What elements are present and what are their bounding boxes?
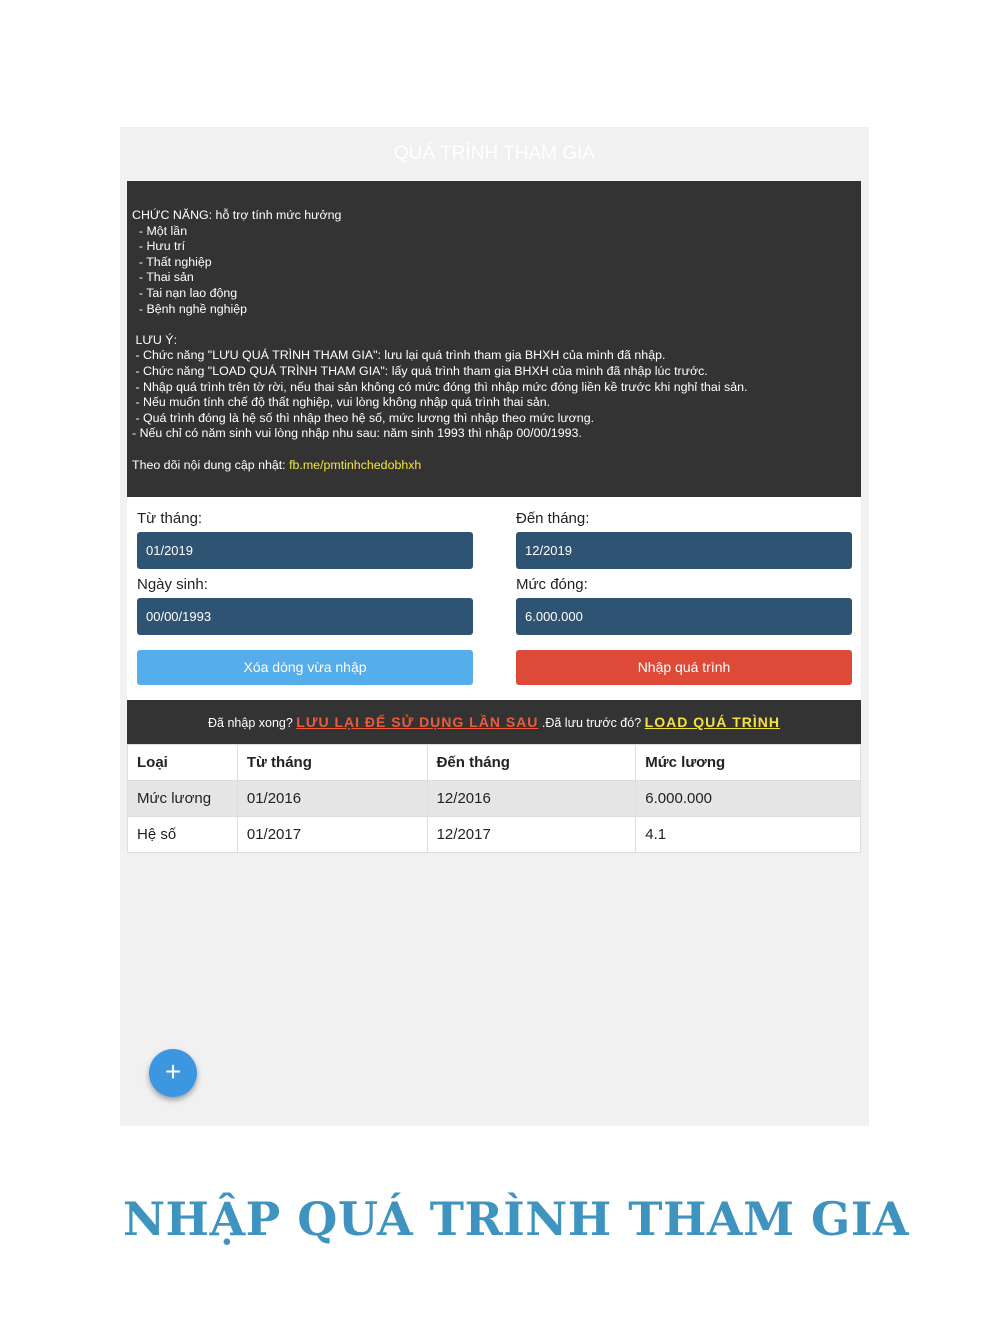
promo-caption: NHẬP QUÁ TRÌNH THAM GIA xyxy=(122,1192,910,1246)
dob-label: Ngày sinh: xyxy=(137,576,208,593)
plus-icon: + xyxy=(164,1056,182,1087)
header-to-month: Đến tháng xyxy=(427,745,636,781)
cell-to-month: 12/2016 xyxy=(427,781,636,817)
save-middle: .Đã lưu trước đó? xyxy=(538,716,645,730)
to-month-label: Đến tháng: xyxy=(516,510,590,527)
header-type: Loại xyxy=(128,745,238,781)
header-salary: Mức lương xyxy=(636,745,861,781)
info-line: - Nếu chỉ có năm sinh vui lòng nhập nhu sau: năm sinh 1993 thì nhập 00/00/1993. xyxy=(132,426,582,441)
cell-to-month: 12/2017 xyxy=(427,817,636,853)
info-line: - Thai sản xyxy=(132,270,194,285)
input-form xyxy=(127,497,861,700)
cell-salary: 4.1 xyxy=(636,817,861,853)
info-line: - Chức năng "LƯU QUÁ TRÌNH THAM GIA": lưu lại quá trình tham gia BHXH của mình đã nhập. xyxy=(132,348,666,363)
info-line: - Chức năng "LOAD QUÁ TRÌNH THAM GIA": lấy quá trình tham gia BHXH của mình đã nhập lúc trước. xyxy=(132,363,708,378)
history-table xyxy=(127,744,861,853)
add-fab-button[interactable] xyxy=(149,1049,197,1097)
from-month-input[interactable]: 01/2019 xyxy=(137,532,473,569)
clear-last-row-button[interactable]: Xóa dòng vừa nhập xyxy=(137,650,473,685)
cell-type: Mức lương xyxy=(128,781,238,817)
submit-record-button[interactable]: Nhập quá trình xyxy=(516,650,852,685)
from-month-label: Từ tháng: xyxy=(137,510,203,527)
header-from-month: Từ tháng xyxy=(237,745,427,781)
info-lines xyxy=(132,208,856,458)
cell-from-month: 01/2016 xyxy=(237,781,427,817)
load-history-link[interactable]: LOAD QUÁ TRÌNH xyxy=(644,714,780,730)
cell-type: Hệ số xyxy=(128,817,238,853)
follow-text: Theo dõi nội dung cập nhật: xyxy=(132,457,290,472)
info-line: - Một lần xyxy=(132,223,188,238)
info-line: - Thất nghiệp xyxy=(132,254,212,269)
table-row[interactable] xyxy=(128,817,861,853)
amount-label: Mức đóng: xyxy=(516,576,588,593)
app-title: QUÁ TRÌNH THAM GIA xyxy=(394,143,595,164)
to-month-input[interactable]: 12/2019 xyxy=(516,532,852,569)
info-line xyxy=(132,317,856,333)
cell-from-month: 01/2017 xyxy=(237,817,427,853)
save-prefix: Đã nhập xong? xyxy=(208,716,297,730)
amount-input[interactable]: 6.000.000 xyxy=(516,598,852,635)
table-header-row xyxy=(128,745,861,781)
info-line: LƯU Ý: xyxy=(132,332,178,347)
info-line: - Bệnh nghề nghiệp xyxy=(132,301,248,316)
info-line: - Hưu trí xyxy=(132,239,186,254)
table-row[interactable] xyxy=(128,781,861,817)
info-line: - Tai nạn lao động xyxy=(132,285,238,300)
info-line xyxy=(132,442,856,458)
facebook-link[interactable]: fb.me/pmtinhchedobhxh xyxy=(289,457,422,472)
info-line: - Nếu muốn tính chế độ thất nghiệp, vui lòng không nhập quá trình thai sản. xyxy=(132,395,551,410)
save-history-link[interactable]: LƯU LẠI ĐỂ SỬ DỤNG LẦN SAU xyxy=(296,714,539,730)
info-line: CHỨC NĂNG: hỗ trợ tính mức hưởng xyxy=(132,208,342,222)
save-load-bar xyxy=(127,700,861,744)
app-screen xyxy=(120,127,869,1126)
follow-line xyxy=(132,458,856,474)
cell-salary: 6.000.000 xyxy=(636,781,861,817)
dob-input[interactable]: 00/00/1993 xyxy=(137,598,473,635)
info-line: - Quá trình đóng là hệ số thì nhập theo hệ số, mức lương thì nhập theo mức lương. xyxy=(132,410,595,425)
info-line: - Nhập quá trình trên tờ rời, nếu thai sản không có mức đóng thì nhập mức đóng liền kề trước khi nghỉ thai sản. xyxy=(132,379,748,394)
info-panel xyxy=(127,181,861,497)
